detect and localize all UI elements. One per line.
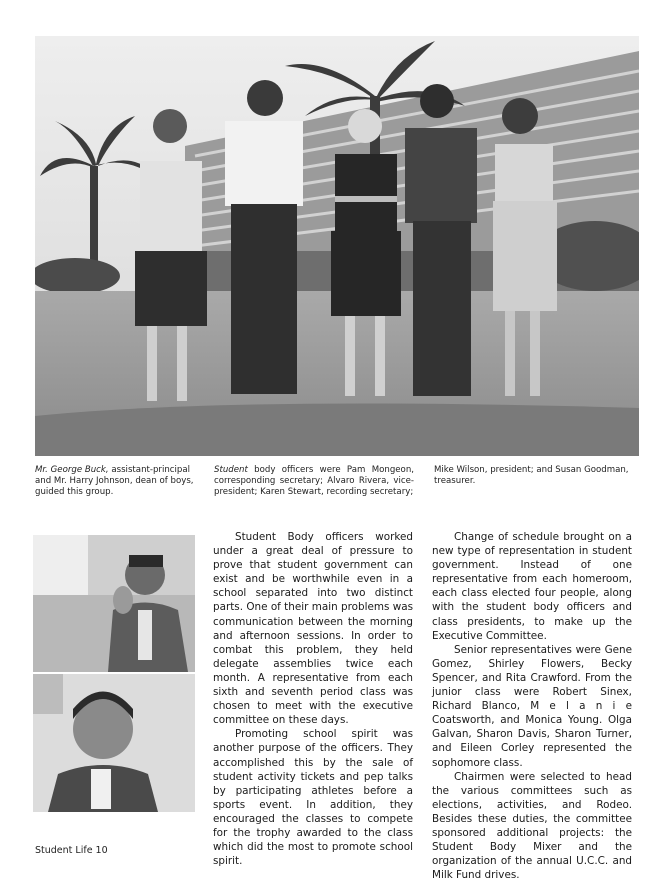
article-column-right: [432, 530, 632, 882]
officers-caption: [214, 465, 414, 498]
officers-caption-text: body officers were Pam Mongeon, corresponding secretary; Alvaro Rivera, vice-president; Karen Stewart, recording secretary;: [214, 465, 414, 497]
advisors-caption-text: assistant-principal and Mr. Harry Johnson, dean of boys, guided this group.: [35, 465, 194, 497]
article-paragraph: Promoting school spirit was another purpose of the officers. They accomplished this by the sale of student activity tickets and pep talks by participating athletes before a sports event. In addition, they encouraged the classes to compete for the trophy awarded to the class which did the most to promote school spirit.: [213, 728, 413, 868]
advisor-photo-buck: [33, 535, 195, 672]
page-folio: Student Life 10: [35, 845, 108, 856]
article-column-middle: [213, 530, 413, 868]
advisors-caption: [35, 465, 200, 498]
officers-caption-lead: Student: [214, 465, 248, 475]
advisor-photo-johnson: [33, 674, 195, 812]
article-paragraph: Student Body officers worked under a great deal of pressure to prove that student government can exist and be worthwhile even in a school separated into two distinct parts. One of their main problems was communication between the morning and afternoon sessions. In order to combat this problem, they held delegate assemblies twice each month. A representative from each sixth and seventh period class was chosen to meet with the executive committee on these days.: [213, 531, 413, 727]
article-paragraph: Senior representatives were Gene Gomez, Shirley Flowers, Becky Spencer, and Rita Crawford. From the junior class were Robert Sinex, Richard Blanco, M e l a n i e Coatsworth, and Monica Young. Olga Galvan, Sharon Davis, Sharon Turner, and Eileen Corley represented the sophomore class.: [432, 643, 632, 769]
officers-caption-continued: Mike Wilson, president; and Susan Goodman, treasurer.: [434, 465, 629, 486]
advisors-caption-lead: Mr. George Buck,: [35, 465, 109, 475]
article-paragraph: Chairmen were selected to head the various committees such as elections, activities, and Rodeo. Besides these duties, the committee sponsored additional projects: the Student Body Mixer and the organization of the annual U.C.C. and Milk Fund drives.: [432, 770, 632, 882]
article-paragraph: Change of schedule brought on a new type of representation in student government. Instead of one representative from each homeroom, each class elected four people, along with the student body officers and class presidents, to make up the Executive Committee.: [432, 531, 632, 642]
student-officers-photo: [35, 36, 639, 456]
